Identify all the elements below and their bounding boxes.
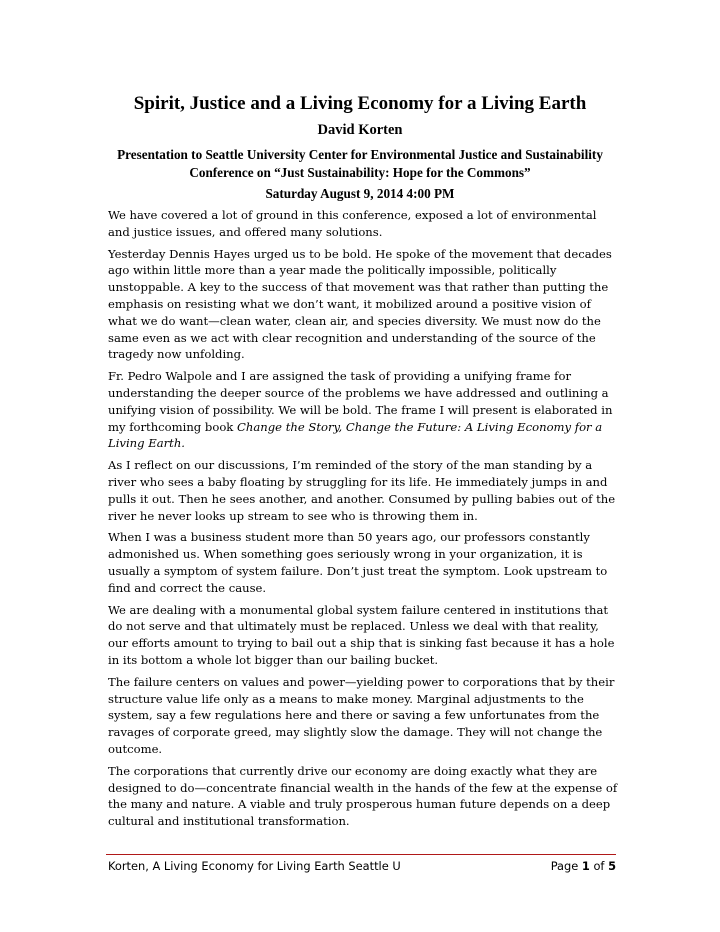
- document-subtitle: Presentation to Seattle University Center for Environmental Justice and Sustainability Conference on “Just Sustainability: Hope for the Commons”: [117, 147, 603, 180]
- page-label: Page: [550, 859, 579, 873]
- document-title: Spirit, Justice and a Living Economy for a Living Earth: [133, 93, 587, 114]
- page-number: [551, 858, 616, 874]
- page-of: of: [593, 859, 605, 873]
- page-current: 1: [581, 859, 590, 873]
- book-title: Change the Story, Change the Future: A Living Economy for a Living Earth.: [108, 419, 603, 451]
- paragraph-4: As I reflect on our discussions, I’m reminded of the story of the man standing by a river who sees a baby floating by struggling for its life. He immediately jumps in and pulls it out. Then he sees another, and another. Consumed by pulling babies out of the river he never looks up stream to see who is throwing them in.: [108, 458, 616, 523]
- paragraph-5: When I was a business student more than 50 years ago, our professors constantly admonished us. When something goes seriously wrong in your organization, it is usually a symptom of system failure. Don’t just treat the symptom. Look upstream to find and correct the cause.: [108, 530, 608, 595]
- document-body: [108, 207, 620, 835]
- paragraph-6: We are dealing with a monumental global system failure centered in institutions that do not serve and that ultimately must be replaced. Unless we deal with that reality, our efforts amount to trying to bail out a ship that is sinking fast because it has a hole in its bottom a whole lot bigger than our bailing bucket.: [108, 602, 615, 667]
- page-total: 5: [608, 859, 616, 873]
- document-date: Saturday August 9, 2014 4:00 PM: [265, 186, 455, 201]
- footer-running-title: Korten, A Living Economy for Living Earth Seattle U: [108, 859, 401, 873]
- document-author: David Korten: [317, 122, 403, 138]
- paragraph-2: Yesterday Dennis Hayes urged us to be bold. He spoke of the movement that decades ago within little more than a year made the politically impossible, politically unstoppable. A key to the success of that movement was that rather than putting the emphasis on resisting what we don’t want, it mobilized around a positive vision of what we do want—clean water, clean air, and species diversity. We must now do the same even as we act with clear recognition and understanding of the source of the tragedy now unfolding.: [108, 246, 612, 362]
- paragraph-3-text: Fr. Pedro Walpole and I are assigned the task of providing a unifying frame for understanding the deeper source of the problems we have addressed and outlining a unifying vision of possibility. We will be bold. The frame I will present is elaborated in my forthcoming book: [108, 369, 613, 434]
- paragraph-1: We have covered a lot of ground in this conference, exposed a lot of environmental and justice issues, and offered many solutions.: [108, 208, 597, 239]
- footer-divider: [106, 854, 616, 855]
- paragraph-8: The corporations that currently drive our economy are doing exactly what they are designed to do—concentrate financial wealth in the hands of the few at the expense of the many and nature. A viable and truly prosperous human future depends on a deep cultural and institutional transformation.: [108, 763, 618, 829]
- paragraph-7: The failure centers on values and power—yielding power to corporations that by their structure value life only as a means to make money. Marginal adjustments to the system, say a few regulations here and there or saving a few unfortunates from the ravages of corporate greed, may slightly slow the damage. They will not change the outcome.: [108, 674, 615, 756]
- paragraph-3: [108, 368, 620, 452]
